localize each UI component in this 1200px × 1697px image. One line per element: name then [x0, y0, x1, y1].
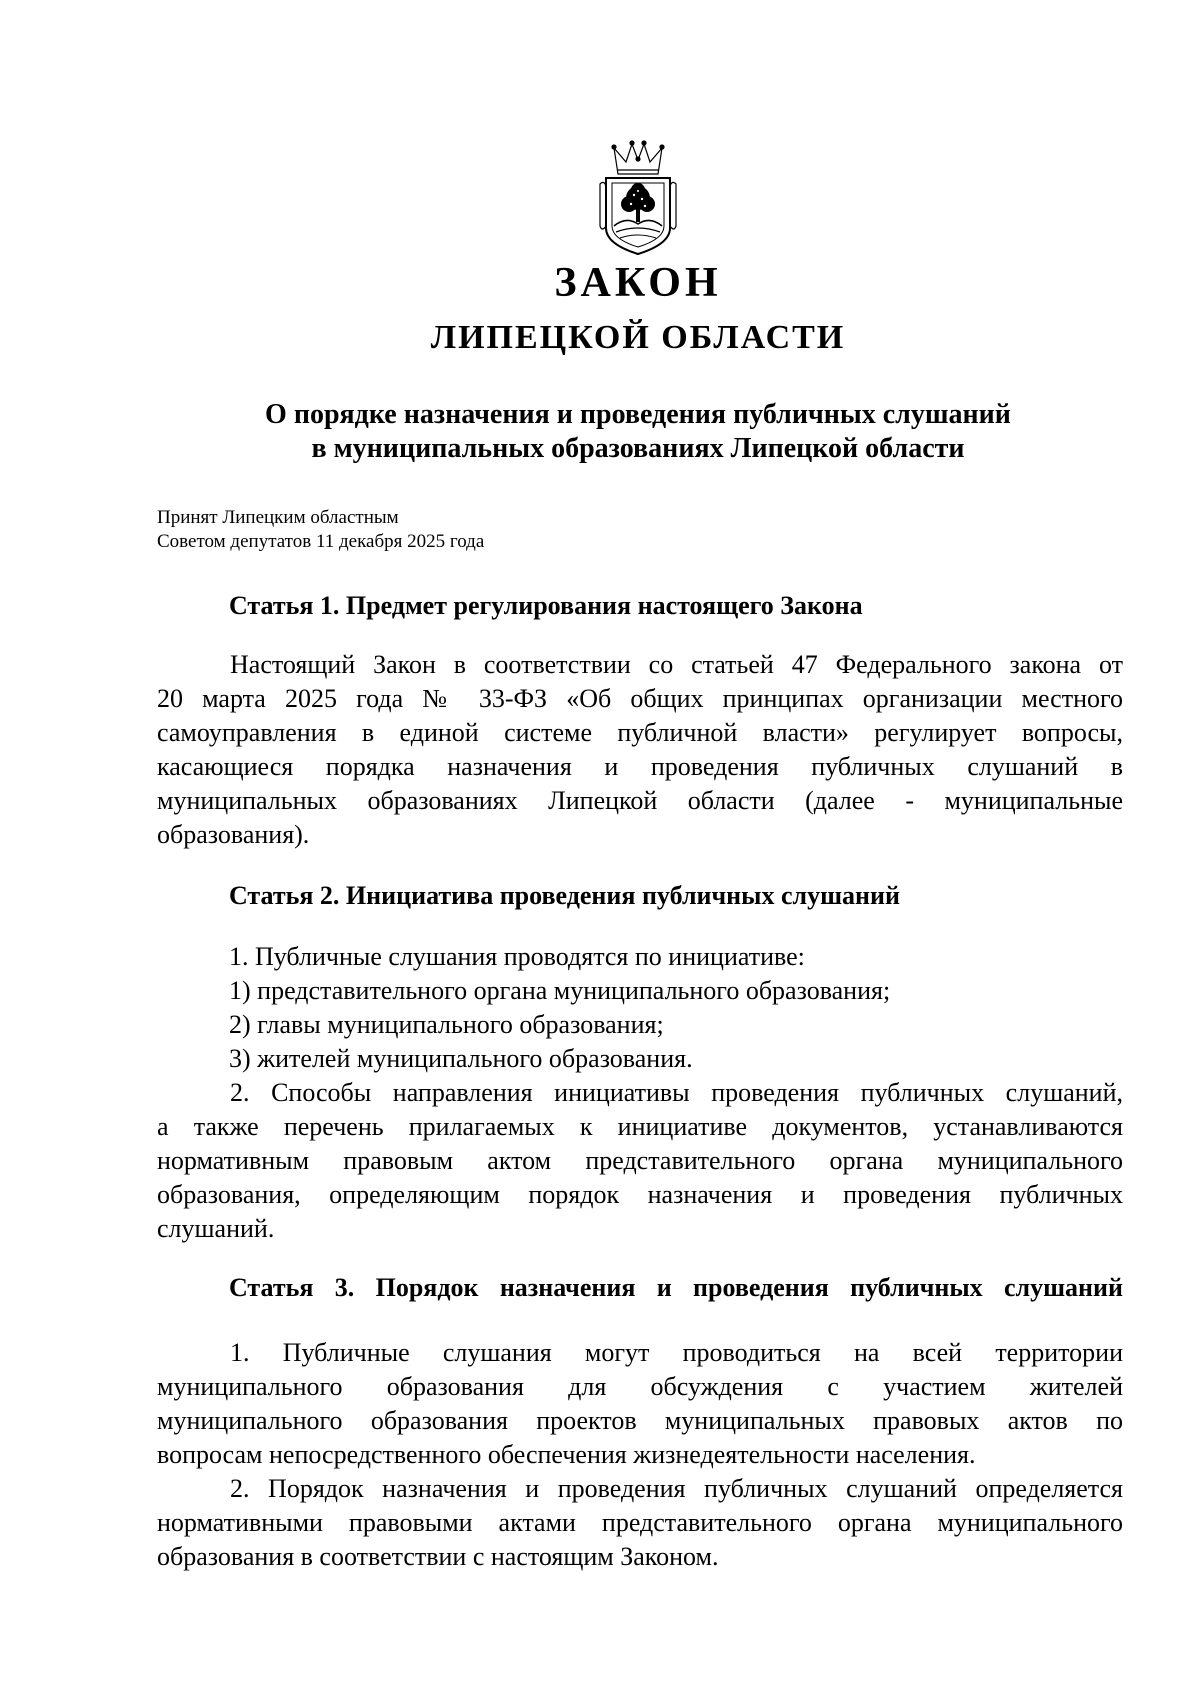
region-title: ЛИПЕЦКОЙ ОБЛАСТИ	[430, 319, 846, 356]
lipetsk-coat-of-arms-icon	[596, 140, 680, 256]
paragraph-line: 2. Порядок назначения и проведения публичных слушаний определяется	[230, 1474, 1123, 1503]
paragraph-line: муниципальных образованиях Липецкой области (далее - муниципальные	[157, 786, 1123, 815]
document-heading-line: в муниципальных образованиях Липецкой области	[311, 433, 965, 464]
article-paragraph	[157, 1336, 1123, 1472]
adoption-note-line: Принят Липецким областным	[157, 507, 399, 528]
article-title: Статья 3. Порядок назначения и проведения публичных слушаний	[229, 1273, 1123, 1302]
paragraph-line: слушаний.	[157, 1214, 275, 1243]
paragraph-line: образования в соответствии с настоящим Законом.	[157, 1542, 719, 1571]
article-paragraph	[157, 648, 1123, 852]
list-item: 1. Публичные слушания проводятся по инициативе:	[229, 942, 805, 971]
paragraph-line: самоуправления в единой системе публичной власти» регулирует вопросы,	[157, 718, 1123, 747]
document-heading	[0, 398, 1200, 466]
document-heading-line: О порядке назначения и проведения публичных слушаний	[265, 399, 1011, 430]
article-paragraph	[157, 1076, 1123, 1246]
law-title: ЗАКОН	[554, 260, 722, 306]
paragraph-line: муниципального образования для обсуждения с участием жителей	[157, 1372, 1123, 1401]
paragraph-line: 2. Способы направления инициативы проведения публичных слушаний,	[230, 1078, 1123, 1107]
paragraph-line: нормативными правовыми актами представительного органа муниципального	[157, 1508, 1123, 1537]
paragraph-line: 1. Публичные слушания могут проводиться на всей территории	[230, 1338, 1123, 1367]
list-subitem: 1) представительного органа муниципального образования;	[229, 976, 891, 1005]
adoption-note	[157, 506, 484, 554]
article-title: Статья 2. Инициатива проведения публичных слушаний	[229, 881, 900, 910]
adoption-note-line: Советом депутатов 11 декабря 2025 года	[157, 531, 485, 552]
list-subitem: 3) жителей муниципального образования.	[229, 1044, 693, 1073]
paragraph-line: вопросам непосредственного обеспечения жизнедеятельности населения.	[157, 1440, 976, 1469]
paragraph-line: муниципального образования проектов муниципальных правовых актов по	[157, 1406, 1123, 1435]
paragraph-line: Настоящий Закон в соответствии со статьей 47 Федерального закона от	[230, 650, 1123, 679]
paragraph-line: нормативным правовым актом представительного органа муниципального	[157, 1146, 1123, 1175]
paragraph-line: 20 марта 2025 года № 33-ФЗ «Об общих принципах организации местного	[157, 684, 1123, 713]
paragraph-line: образования, определяющим порядок назначения и проведения публичных	[157, 1180, 1123, 1209]
article-title: Статья 1. Предмет регулирования настоящего Закона	[229, 591, 863, 620]
paragraph-line: касающиеся порядка назначения и проведения публичных слушаний в	[157, 752, 1123, 781]
paragraph-line: а также перечень прилагаемых к инициативе документов, устанавливаются	[157, 1112, 1123, 1141]
paragraph-line: образования).	[157, 820, 310, 849]
list-subitem: 2) главы муниципального образования;	[229, 1010, 664, 1039]
article-paragraph	[157, 1472, 1123, 1574]
